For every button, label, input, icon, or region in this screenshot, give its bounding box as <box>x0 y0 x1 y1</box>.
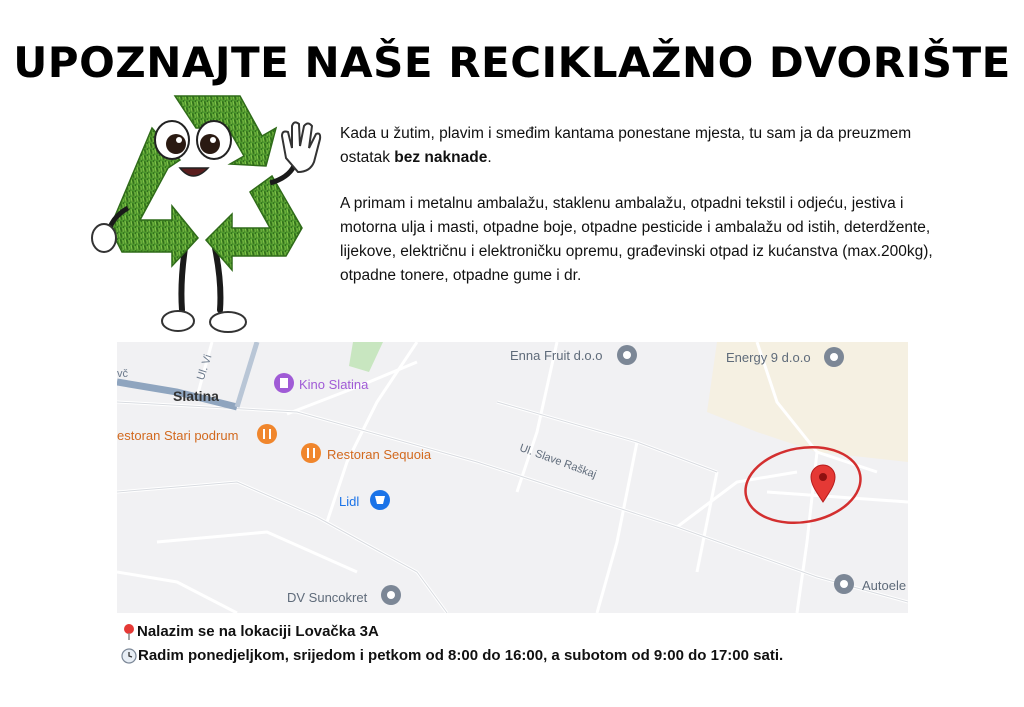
intro-end: . <box>487 149 492 166</box>
location-row <box>121 620 783 644</box>
page-title: UPOZNAJTE NAŠE RECIKLAŽNO DVORIŠTE <box>13 38 1011 87</box>
map-label-restoran-stari-podrum: estoran Stari podrum <box>117 428 239 443</box>
hours-text: Radim ponedjeljkom, srijedom i petkom od 8:00 do 16:00, a subotom od 9:00 do 17:00 sati. <box>138 647 784 664</box>
map-label-autoele: Autoele <box>862 578 907 593</box>
map-label-restoran-sequoia: Restoran Sequoia <box>327 447 432 462</box>
recycling-mascot-illustration <box>80 88 330 343</box>
location-text: Nalazim se na lokaciji Lovačka 3A <box>137 623 379 640</box>
map-label-kino-slatina: Kino Slatina <box>299 377 369 392</box>
map-label-dv-suncokret: DV Suncokret <box>287 590 368 605</box>
intro-paragraph <box>340 122 940 170</box>
accepted-items-paragraph: A primam i metalnu ambalažu, staklenu ambalažu, otpadni tekstil i odjeću, jestiva i motorna ulja i masti, otpadne boje, otpadne pesticide i ambalažu od istih, deterdžente, lijekove, električnu i elektroničku opremu, građevinski otpad iz kućanstva (max.200kg), otpadne tonere, otpadne gume i dr. <box>340 195 933 284</box>
intro-bold-text: bez naknade <box>394 149 488 166</box>
location-pin-icon <box>121 623 137 641</box>
hours-row <box>121 644 783 668</box>
map-label-energy-9: Energy 9 d.o.o <box>726 350 811 365</box>
location-map[interactable] <box>117 342 908 613</box>
map-street-label-vi: Ul. Vi <box>195 353 215 382</box>
footer-info <box>121 620 783 668</box>
map-street-label: Ul. Slave Raškaj <box>517 442 598 481</box>
map-label-slatina: Slatina <box>173 388 219 404</box>
clock-icon <box>121 648 137 664</box>
intro-text: Kada u žutim, plavim i smeđim kantama ponestane mjesta, tu sam ja da preuzmem ostatak <box>340 125 912 166</box>
map-street-label-vc: vč <box>117 368 128 380</box>
map-label-enna-fruit: Enna Fruit d.o.o <box>510 348 603 363</box>
map-label-lidl: Lidl <box>339 494 360 509</box>
map-roads <box>117 342 908 613</box>
description-text <box>340 122 940 310</box>
